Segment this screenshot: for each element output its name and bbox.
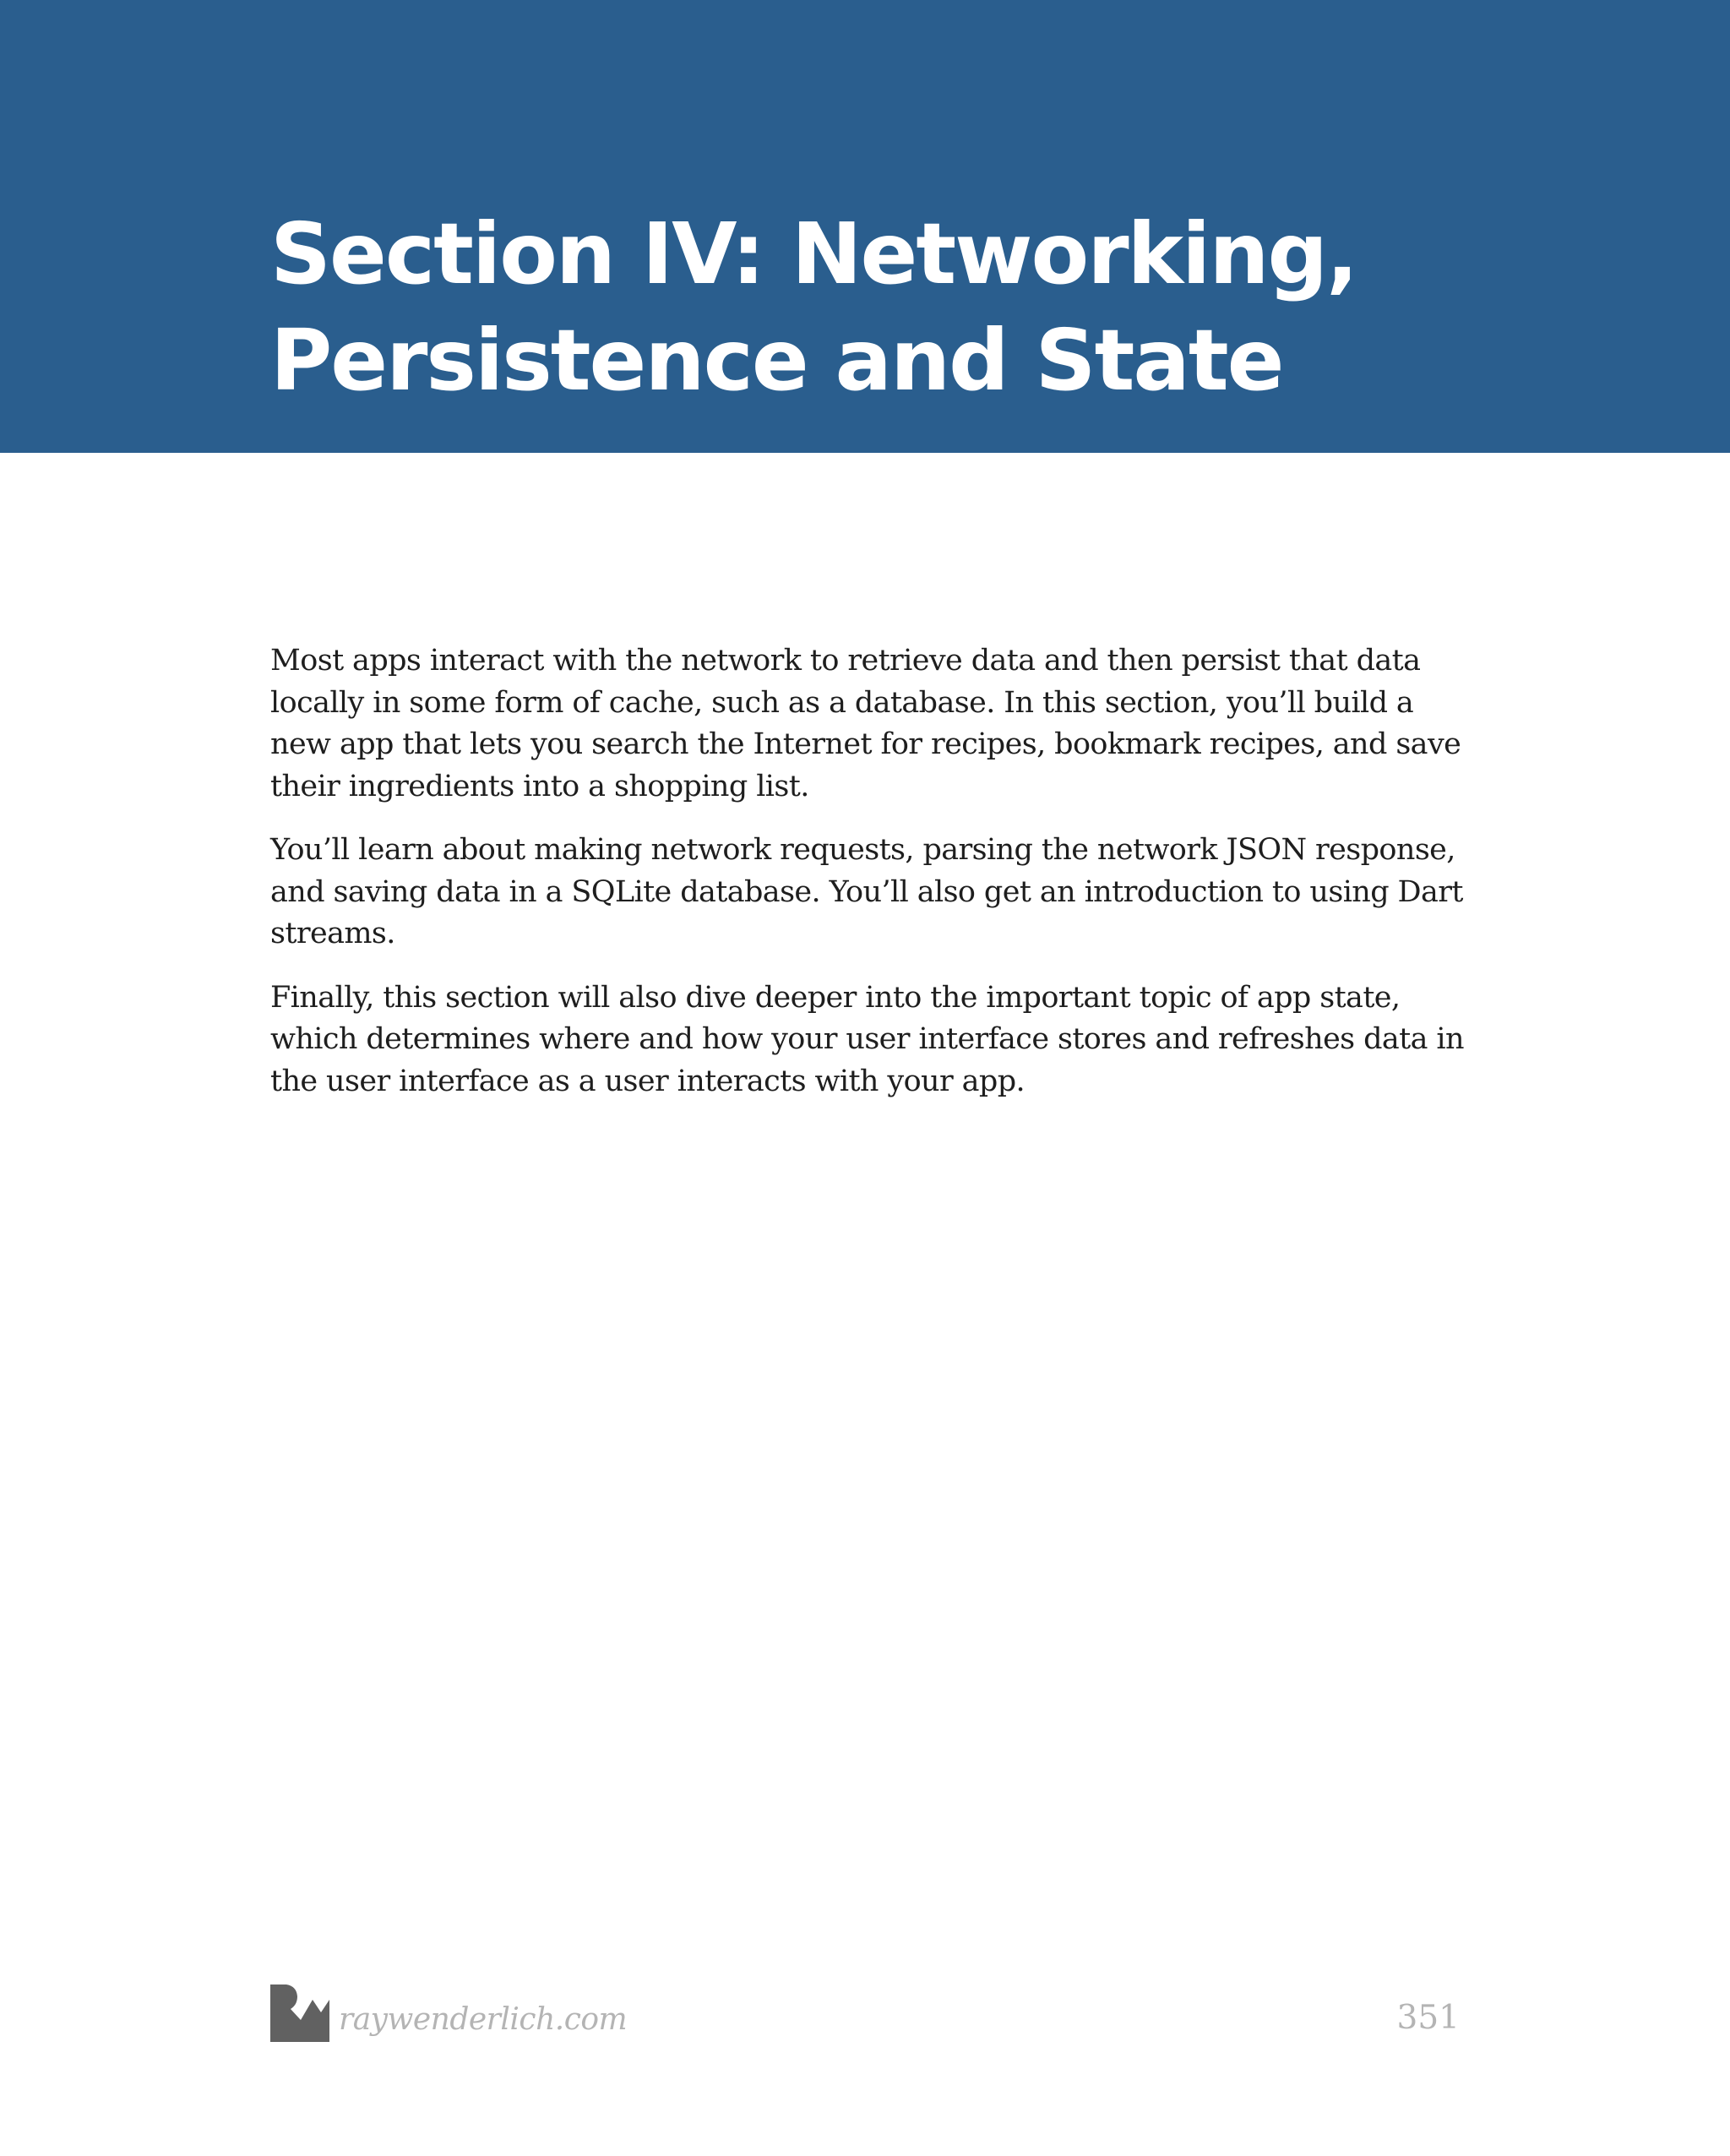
page-title-line-2: Persistence and State bbox=[270, 311, 1283, 410]
chapter-header-band bbox=[0, 0, 1730, 453]
page-number: 351 bbox=[1396, 1999, 1460, 2037]
section-intro-text bbox=[270, 640, 1470, 1124]
footer-site-name: raywenderlich.com bbox=[339, 2002, 628, 2037]
intro-paragraph-2: You’ll learn about making network requests, parsing the network JSON response, and saving data in a SQLite database. You’ll also get an introduction to using Dart streams. bbox=[270, 833, 1463, 950]
page-title bbox=[270, 201, 1537, 414]
raywenderlich-logo-icon bbox=[270, 1984, 329, 2042]
intro-paragraph-1: Most apps interact with the network to retrieve data and then persist that data locally in some form of cache, such as a database. In this section, you’ll build a new app that lets you search the Internet for recipes, bookmark recipes, and save their ingredients into a shopping list. bbox=[270, 644, 1461, 803]
intro-paragraph-3: Finally, this section will also dive deeper into the important topic of app state, which determines where and how your user interface stores and refreshes data in the user interface as a user interacts with your app. bbox=[270, 980, 1464, 1098]
page-title-line-1: Section IV: Networking, bbox=[270, 204, 1357, 303]
